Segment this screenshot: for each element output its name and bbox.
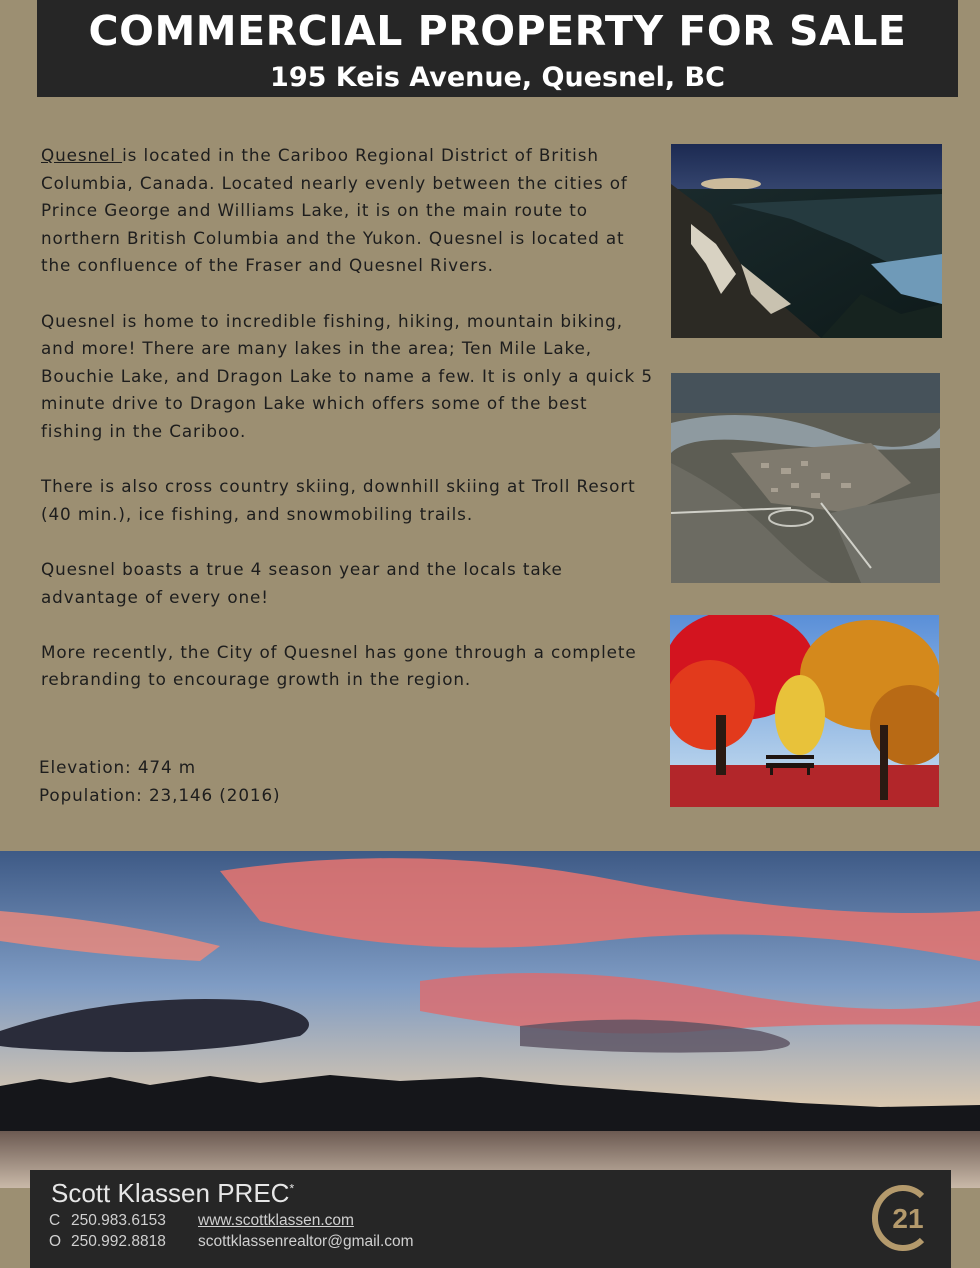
population-fact: Population: 23,146 (2016) (39, 784, 281, 805)
paragraph-winter: There is also cross country skiing, downhill skiing at Troll Resort (40 min.), ice fishing, and snowmobiling trails. (41, 476, 636, 524)
header-banner (37, 0, 958, 97)
property-address: 195 Keis Avenue, Quesnel, BC (270, 62, 725, 93)
office-label: O (49, 1233, 62, 1250)
sunset-lake-photo (0, 851, 980, 1188)
aerial-town-photo (671, 373, 940, 583)
paragraph-seasons: Quesnel boasts a true 4 season year and the locals take advantage of every one! (41, 558, 563, 607)
email-link[interactable]: scottklassenrealtor@gmail.com (198, 1233, 414, 1250)
autumn-bench-photo (670, 615, 939, 807)
century21-logo (870, 1182, 932, 1254)
contact-row-cell (49, 1212, 354, 1230)
agent-name-mark: * (289, 1181, 295, 1196)
paragraph-location (41, 142, 653, 280)
paragraph-location-text: is located in the Cariboo Regional District of British Columbia, Canada. Located nearly evenly between the cities of Prince George and Williams Lake, it is on the main route to northern British Columbia and the Yukon. Quesnel is located at the confluence of the Fraser and Quesnel Rivers. (41, 145, 628, 276)
elevation-fact: Elevation: 474 m (39, 757, 197, 777)
page-title: COMMERCIAL PROPERTY FOR SALE (88, 7, 907, 55)
footer-contact (30, 1170, 951, 1268)
description (41, 142, 653, 721)
cell-label: C (49, 1212, 61, 1229)
contact-row-office (49, 1233, 414, 1251)
paragraph-recreation: Quesnel is home to incredible fishing, hiking, mountain biking, and more! There are many lakes in the area; Ten Mile Lake, Bouchie Lake, and Dragon Lake to name a few. It is only a quick 5 minute drive to Dragon Lake which offers some of the best fishing in the Cariboo. (41, 310, 653, 441)
agent-name (51, 1178, 294, 1209)
agent-name-text: Scott Klassen PREC (51, 1178, 290, 1208)
quesnel-link[interactable]: Quesnel (41, 145, 123, 165)
facts (39, 754, 281, 809)
website-link[interactable]: www.scottklassen.com (198, 1212, 354, 1229)
logo-text: 21 (892, 1203, 924, 1234)
paragraph-rebranding: More recently, the City of Quesnel has gone through a complete rebranding to encourage growth in the region. (41, 641, 637, 690)
cell-phone[interactable]: 250.983.6153 (71, 1212, 166, 1229)
office-phone[interactable]: 250.992.8818 (71, 1233, 166, 1250)
mountain-photo (671, 144, 942, 338)
